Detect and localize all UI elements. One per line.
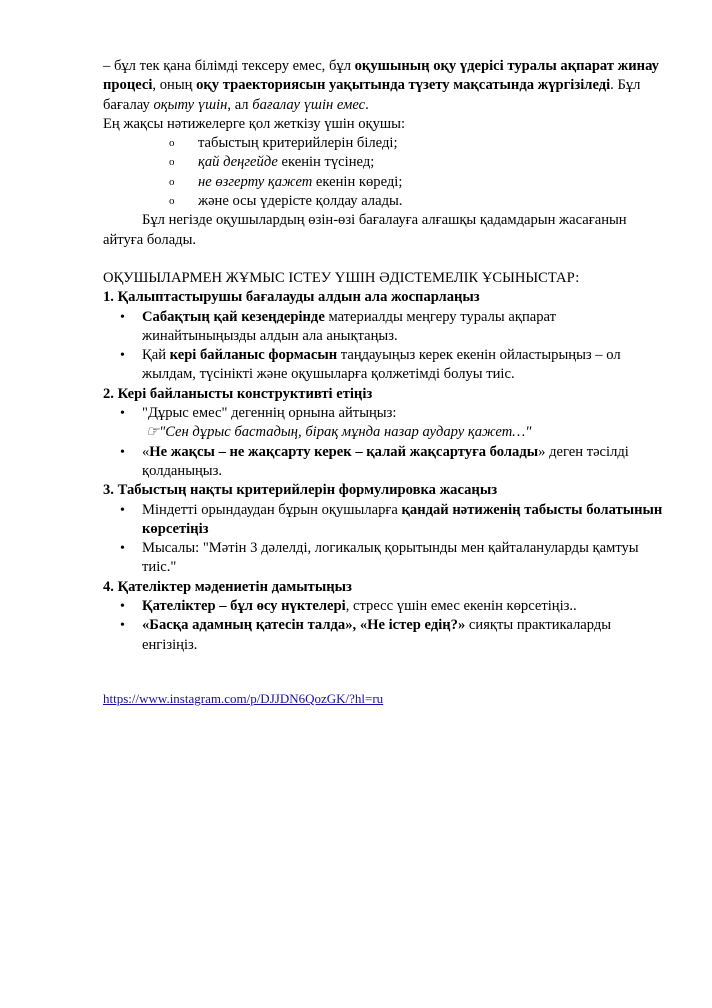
list-item: • «Басқа адамның қатесін талда», «Не істер едің?» сияқты практикаларды енгізіңіз. xyxy=(120,617,612,653)
circle-bullet-icon: o xyxy=(169,156,175,169)
heading-2: 2. Кері байланысты конструктивті етіңіз xyxy=(103,385,373,402)
circle-bullet-icon: o xyxy=(169,195,175,208)
bullet-icon: • xyxy=(120,309,125,325)
bullet-icon: • xyxy=(120,348,125,364)
intro-paragraph: – бұл тек қана білімді тексеру емес, бұл оқушының оқу үдерісі туралы ақпарат жинау процесі, оның оқу траекториясын уақытында түзету мақсатында жүргізіледі. Бұл бағалау оқыту үшін, ал бағалау үшін емес. xyxy=(103,58,659,113)
list-item: • Қателіктер – бұл өсу нүктелері, стресс үшін емес екенін көрсетіңіз.. xyxy=(103,597,663,616)
heading-3: 3. Табыстың нақты критерийлерін формулировка жасаңыз xyxy=(103,482,498,499)
list-item: o және осы үдерісте қолдау алады. xyxy=(103,192,663,211)
list-item: o не өзгерту қажет екенін көреді; xyxy=(103,173,663,192)
source-link[interactable]: https://www.instagram.com/p/DJJDN6QozGK/?hl=ru xyxy=(103,690,384,706)
list-item: o қай деңгейде екенін түсінед; xyxy=(103,153,663,172)
list-item: • "Дұрыс емес" дегеннің орнына айтыңыз: xyxy=(103,404,663,423)
heading-1: 1. Қалыптастырушы бағалауды алдын ала жоспарлаңыз xyxy=(103,289,480,306)
circle-bullet-icon: o xyxy=(169,137,175,150)
list-item: • Сабақтың қай кезеңдерінде материалды меңгеру туралы ақпарат жинайтыныңызды алдын ала анықтаңыз. xyxy=(120,308,557,344)
list-item: • «Не жақсы – не жақсарту керек – қалай жақсартуға болады» деген тәсілді қолданыңыз. xyxy=(120,443,629,479)
list-item: • Міндетті орындаудан бұрын оқушыларға қандай нәтиженің табысты болатынын көрсетіңіз xyxy=(120,501,663,537)
bullet-icon: • xyxy=(120,406,125,422)
example-quote: ☞"Сен дұрыс бастадың, бірақ мұнда назар аудару қажет…" xyxy=(146,424,532,441)
pointing-hand-icon: ☞ xyxy=(146,424,160,441)
heading-3-list xyxy=(103,501,663,578)
document-page xyxy=(103,57,663,709)
bullet-icon: • xyxy=(120,618,125,634)
circle-bullet-icon: o xyxy=(169,175,175,188)
intro-lead: Ең жақсы нәтижелерге қол жеткізу үшін оқушы: xyxy=(103,115,406,132)
bullet-icon: • xyxy=(120,599,125,615)
heading-2-list-cont xyxy=(103,443,663,482)
heading-2-list xyxy=(103,404,663,423)
list-item: o табыстың критерийлерін біледі; xyxy=(103,134,663,153)
bullet-icon: • xyxy=(120,444,125,460)
intro-conclusion: Бұл негізде оқушылардың өзін-өзі бағалауға алғашқы қадамдарын жасағанын айтуға болады. xyxy=(103,212,627,248)
heading-4: 4. Қателіктер мәдениетін дамытыңыз xyxy=(103,578,352,595)
heading-1-list xyxy=(103,308,663,385)
section-title: ОҚУШЫЛАРМЕН ЖҰМЫС ІСТЕУ ҮШІН ӘДІСТЕМЕЛІК ҰСЫНЫСТАР: xyxy=(103,269,580,286)
bullet-icon: • xyxy=(120,541,125,557)
list-item: • Қай кері байланыс формасын таңдауыңыз керек екенін ойластырыңыз – ол жылдам, түсінікті және оқушыларға қолжетімді болуы тиіс. xyxy=(120,347,621,383)
bullet-icon: • xyxy=(120,502,125,518)
heading-4-list xyxy=(103,597,663,655)
list-item: • Мысалы: "Мәтін 3 дәлелді, логикалық қорытынды мен қайталануларды қамтуы тиіс." xyxy=(120,540,639,576)
learner-list xyxy=(103,134,663,211)
